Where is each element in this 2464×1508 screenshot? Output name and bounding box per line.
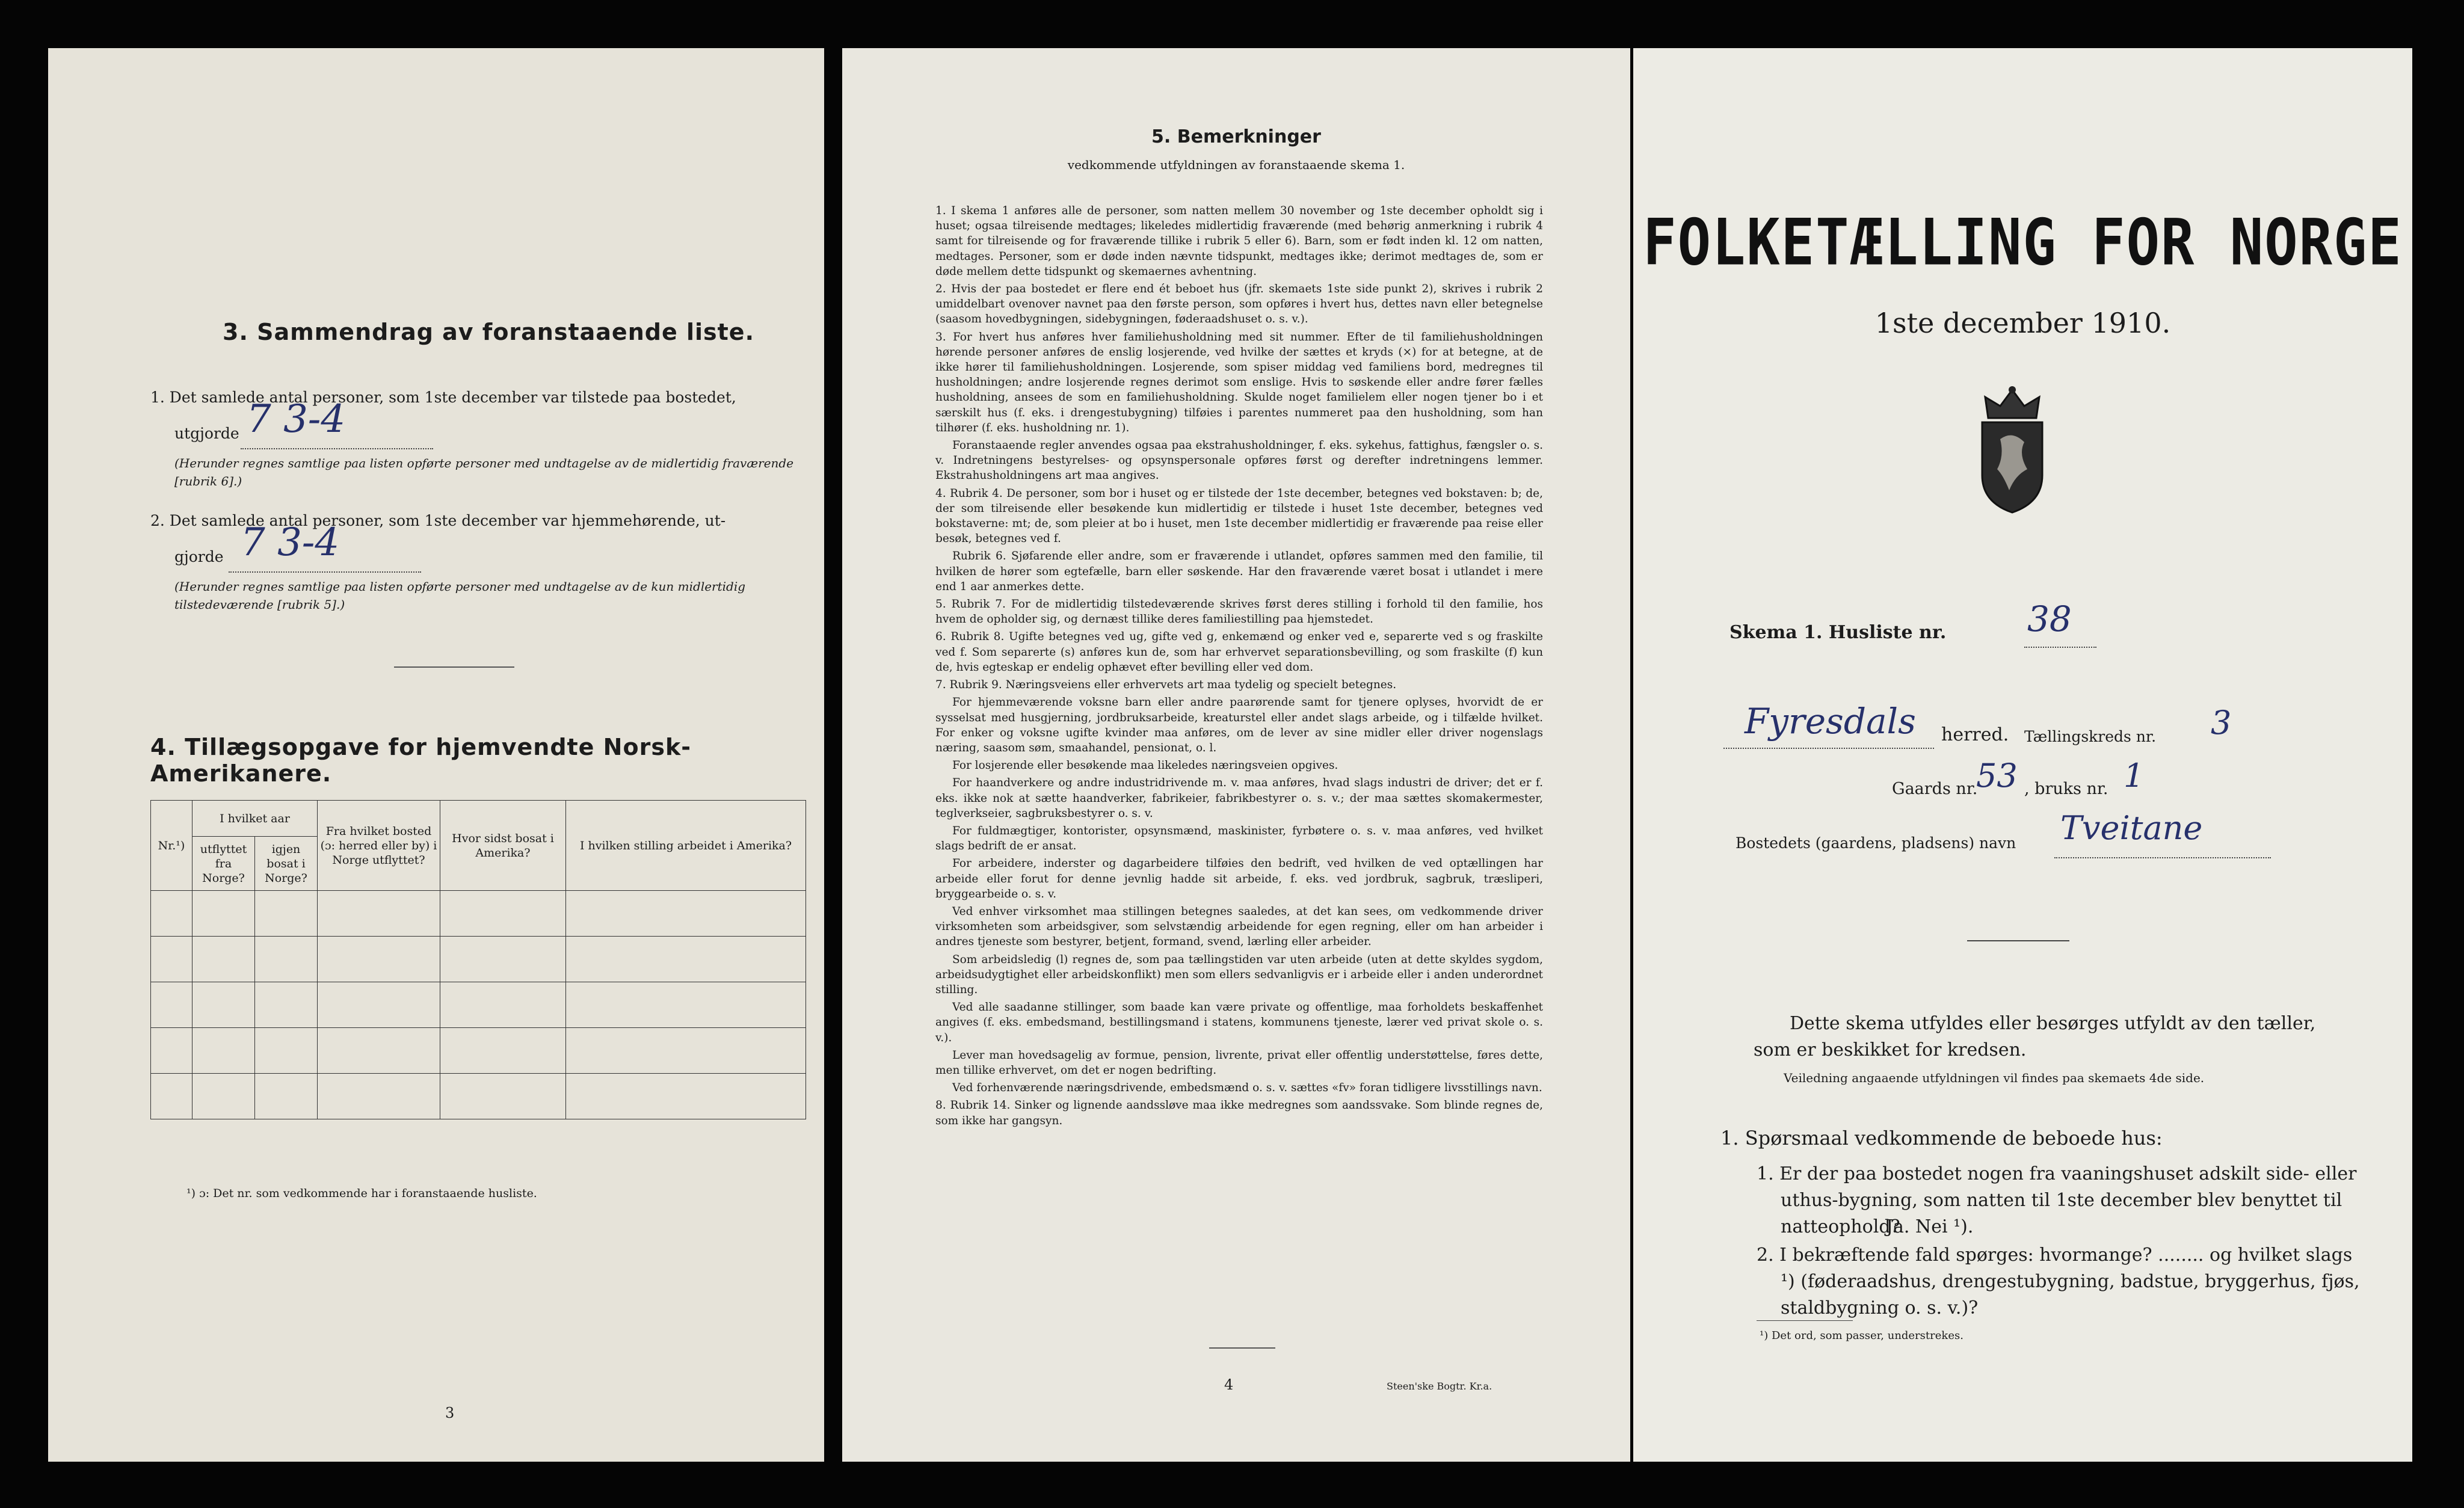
husliste-dotline (2024, 647, 2096, 648)
ornament-divider (1967, 940, 2069, 941)
remarks-body (935, 203, 1543, 1131)
col-group-aar: I hvilket aar (192, 801, 318, 837)
item1-note: (Herunder regnes samtlige paa listen opførte personer med undtagelse av de midlertidig fraværende [rubrik 6].) (174, 456, 794, 488)
gaards-value: 53 (1976, 757, 2018, 795)
item2-line1: 2. Det samlede antal personer, som 1ste december var hjemmehørende, ut- (150, 512, 726, 529)
col-hvor: Hvor sidst bosat i Amerika? (440, 801, 566, 891)
husliste-nr: 38 (2027, 599, 2072, 639)
question-2: 2. I bekræftende fald spørges: hvormange? ........ og hvilket slags ¹) (føderaadshus, drengestubygning, badstue, bryggerhus, fjøs, staldbygning o. s. v.)? (1757, 1245, 2360, 1319)
divider (394, 666, 514, 668)
remark-paragraph: 1. I skema 1 anføres alle de personer, som natten mellem 30 november og 1ste december opholdt sig i huset; ogsaa tilreisende medtages; likeledes midlertidig fraværende (med behørig anmerkning i rubrik 4 samt for tilreisende og for fraværende tillike i rubrik 5 eller 6). Barn, som er født inden kl. 12 om natten, medtages. Personer, som er døde inden nævnte tidspunkt, medtages ikke; derimot medtages de, som er døde mellem dette tidspunkt og skemaernes avhentning. (935, 205, 1543, 278)
col-igjen: igjen bosat i Norge? (255, 837, 318, 891)
col-utflyttet: utflyttet fra Norge? (192, 837, 255, 891)
remark-paragraph: 5. Rubrik 7. For de midlertidig tilstedeværende skrives først deres stilling i forhold til den familie, hos hvem de opholder sig, og dernæst tillike deres familiestilling paa hjemstedet. (935, 598, 1543, 626)
norsk-amerikaner-table (150, 800, 806, 1119)
col-stilling: I hvilken stilling arbeidet i Amerika? (566, 801, 806, 891)
section3-title: 3. Sammendrag av foranstaaende liste. (223, 319, 755, 345)
table-row (151, 1028, 806, 1074)
remark-paragraph: 6. Rubrik 8. Ugifte betegnes ved ug, gifte ved g, enkemænd og enker ved e, separerte ved s og fraskilte ved f. Som separerte (s) anføres kun de, som har erhvervet separationsbevilling, og som fraskilte (f) kun de, hvis egteskap er endelig ophævet efter bevilling eller ved dom. (935, 630, 1543, 674)
remarks-title: 5. Bemerkninger (1151, 126, 1321, 147)
census-title: FOLKETÆLLING FOR NORGE (1643, 205, 2403, 280)
remark-paragraph: Ved enhver virksomhet maa stillingen betegnes saaledes, at det kan sees, om vedkommende driver virksomheten som arbeidsgiver, som selvstændig arbeidende for egen regning, eller om han arbeider i andres tjeneste som bestyrer, betjent, formand, svend, lærling eller arbeider. (935, 905, 1543, 949)
intro-small: Veiledning angaaende utfyldningen vil findes paa skemaets 4de side. (1784, 1071, 2205, 1085)
item1-value: 7 3-4 (247, 397, 346, 442)
item2-dotline (229, 571, 421, 573)
right-page (1633, 48, 2412, 1462)
left-page (48, 48, 824, 1462)
remark-paragraph: 4. Rubrik 4. De personer, som bor i huset og er tilstede der 1ste december, betegnes ved bokstaven: b; de, der som tilreisende eller besøkende kun midlertidig er tilstede i huset 1ste december, betegnes ved bokstaverne: mt; de, som pleier at bo i huset, men 1ste december midlertidig er fraværende paa reise eller besøk, betegnes ved f. (935, 487, 1543, 546)
remark-paragraph: For haandverkere og andre industridrivende m. v. maa anføres, hvad slags industri de driver; det er f. eks. ikke nok at sætte haandverker, fabrikeier, fabrikbestyrer o. s. v.; der maa sættes skomakermester, teglverkseier, sagbruksbestyrer o. s. v. (935, 777, 1543, 820)
item2-label: gjorde (174, 548, 224, 565)
census-date: 1ste december 1910. (1874, 307, 2171, 339)
divider (1209, 1347, 1275, 1349)
bosted-value: Tveitane (2060, 809, 2203, 847)
remark-paragraph: Rubrik 6. Sjøfarende eller andre, som er fraværende i utlandet, opføres sammen med den familie, til hvilken de hører som egtefælle, barn eller søskende. Har den fraværende været bosat i utlandet i mere end 1 aar anmerkes dette. (935, 550, 1543, 593)
item2-note: (Herunder regnes samtlige paa listen opførte personer med undtagelse av de kun midlertidig tilstedeværende [rubrik 5].) (174, 579, 746, 612)
remarks-subtitle: vedkommende utfyldningen av foranstaaende skema 1. (1067, 158, 1405, 172)
skema-label: Skema 1. Husliste nr. (1729, 622, 1947, 643)
questions-heading: 1. Spørsmaal vedkommende de beboede hus: (1720, 1127, 2163, 1149)
footnote: ¹) Det ord, som passer, understrekes. (1760, 1329, 1964, 1342)
bruks-value: 1 (2124, 757, 2145, 795)
footnote: ¹) ɔ: Det nr. som vedkommende har i foranstaaende husliste. (186, 1187, 537, 1200)
remark-paragraph: 3. For hvert hus anføres hver familiehusholdning med sit nummer. Efter de til familiehusholdningen hørende personer anføres de enslig losjerende, ved hvilke der sættes et kryds (×) for at betegne, at de ikke hører til familiehusholdningen. Losjerende, som spiser middag ved familiens bord, medregnes til husholdningen; andre losjerende regnes derimot som enslige. Hvis to søskende eller andre fører fælles husholdning, ansees de som en familiehusholdning. Skulde noget familielem eller nogen tjener bo i et særskilt hus (f. eks. i drengestubygning) tilføies i parentes nummeret paa den husholdning, som han tilhører (f. eks. husholdning nr. 1). (935, 330, 1543, 434)
col-fra: Fra hvilket bosted (ɔ: herred eller by) i Norge utflyttet? (318, 801, 440, 891)
remark-paragraph: Ved alle saadanne stillinger, som baade kan være private og offentlige, maa forholdets beskaffenhet angives (f. eks. embedsmand, bestillingsmand i statens, kommunens tjeneste, lærer ved privat skole o. s. v.). (935, 1001, 1543, 1044)
remark-paragraph: Foranstaaende regler anvendes ogsaa paa ekstrahusholdninger, f. eks. sykehus, fattighus, fængsler o. s. v. Indretningens bestyrelses- og opsynspersonale opføres først og derefter indretningens lemmer. Ekstrahusholdningens art maa angives. (935, 439, 1543, 482)
table-row (151, 937, 806, 982)
kreds-label: Tællingskreds nr. (2024, 728, 2157, 745)
intro-text: Dette skema utfyldes eller besørges utfyldt av den tæller, som er beskikket for kredsen. (1754, 1013, 2316, 1060)
bosted-dotline (2054, 857, 2271, 858)
gaards-label: Gaards nr. (1892, 780, 1978, 798)
item1-label: utgjorde (174, 425, 239, 442)
page-number: 3 (445, 1405, 455, 1421)
bosted-label: Bostedets (gaardens, pladsens) navn (1736, 834, 2016, 852)
bruks-label: , bruks nr. (2024, 780, 2108, 798)
item1-dotline (241, 448, 433, 449)
col-nr: Nr.¹) (151, 801, 192, 891)
printer-mark: Steen'ske Bogtr. Kr.a. (1387, 1380, 1492, 1392)
question-1-answer: Ja. Nei ¹). (1886, 1216, 1974, 1237)
remark-paragraph: 8. Rubrik 14. Sinker og lignende aandssløve maa ikke medregnes som aandssvake. Som blinde regnes de, som ikke har gangsyn. (935, 1099, 1543, 1127)
question-1: 1. Er der paa bostedet nogen fra vaaningshuset adskilt side- eller uthus-bygning, som natten til 1ste december blev benyttet til natteophold? (1757, 1163, 2357, 1237)
remark-paragraph: Ved forhenværende næringsdrivende, embedsmænd o. s. v. sættes «fv» foran tidligere livsstillings navn. (952, 1082, 1542, 1095)
footnote-rule (1757, 1320, 1853, 1321)
herred-value: Fyresdals (1745, 701, 1916, 742)
remark-paragraph: For fuldmægtiger, kontorister, opsynsmænd, maskinister, fyrbøtere o. s. v. maa anføres, ved hvilket slags bedrift de er ansat. (935, 824, 1543, 853)
kreds-value: 3 (2211, 704, 2232, 742)
remark-paragraph: 2. Hvis der paa bostedet er flere end ét beboet hus (jfr. skemaets 1ste side punkt 2), skrives i rubrik 2 umiddelbart ovenover navnet paa den første person, som opføres i hvert hus, dettes navn eller betegnelse (saasom hovedbygningen, sidebygningen, føderaadshuset o. s. v.). (935, 283, 1543, 326)
item2-value: 7 3-4 (241, 520, 340, 565)
table-row (151, 982, 806, 1028)
remark-paragraph: Som arbeidsledig (l) regnes de, som paa tællingstiden var uten arbeide (uten at dette skyldes sygdom, arbeidsudygtighet eller arbeidskonflikt) men som ellers sedvanligvis er i arbeide eller i anden underordnet stilling. (935, 953, 1543, 996)
middle-page (842, 48, 1630, 1462)
section4-title: 4. Tillægsopgave for hjemvendte Norsk-Amerikanere. (150, 734, 691, 787)
herred-dotline (1723, 748, 1934, 749)
remark-paragraph: For losjerende eller besøkende maa likeledes næringsveien opgives. (952, 759, 1338, 772)
table-row (151, 891, 806, 937)
table-row (151, 1074, 806, 1119)
item1-line1: 1. Det samlede antal personer, som 1ste december var tilstede paa bostedet, (150, 389, 736, 406)
herred-label: herred. (1941, 724, 2009, 745)
remark-paragraph: Lever man hovedsagelig av formue, pension, livrente, privat eller offentlig understøttelse, føres dette, men tillike erhvervet, om det er nogen bedrifting. (935, 1048, 1543, 1077)
remark-paragraph: 7. Rubrik 9. Næringsveiens eller erhvervets art maa tydelig og specielt betegnes. (935, 679, 1397, 692)
coat-of-arms-icon (1967, 385, 2057, 514)
page-number: 4 (1224, 1376, 1234, 1393)
remark-paragraph: For hjemmeværende voksne barn eller andre paarørende samt for tjenere oplyses, hvorvidt de er sysselsat med husgjerning, jordbruksarbeide, kreaturstel eller andet slags arbeide, og i tilfælde hvilket. For enker og voksne ugifte kvinder maa anføres, om de lever av sine midler eller driver nogenslags næring, saasom søm, smaahandel, pensionat, o. l. (935, 696, 1543, 754)
remark-paragraph: For arbeidere, inderster og dagarbeidere tilføies den bedrift, ved hvilken de ved optællingen har arbeide eller forut for denne jevnlig hadde sit arbeide, f. eks. ved jordbruk, sagbruk, træsliperi, bryggearbeide o. s. v. (935, 857, 1543, 900)
